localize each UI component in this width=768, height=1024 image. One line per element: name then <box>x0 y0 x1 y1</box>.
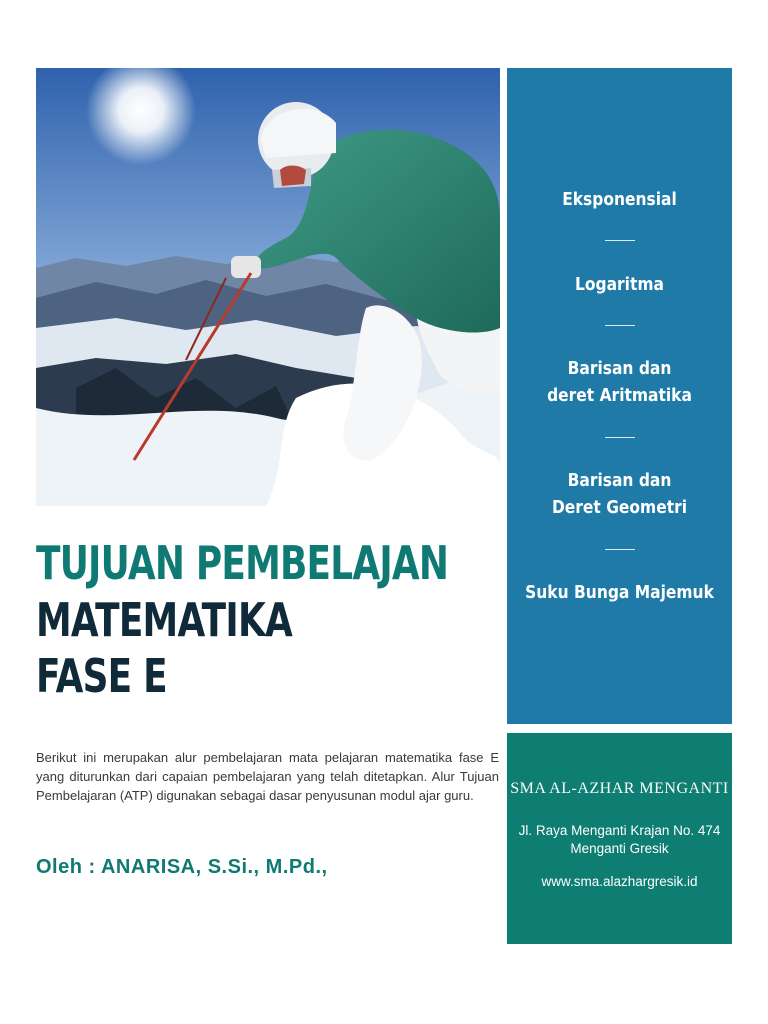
title-line-3: FASE E <box>36 649 167 703</box>
topic-separator <box>605 437 635 438</box>
cover-photo-skier <box>36 68 500 506</box>
title-line-1: TUJUAN PEMBELAJAN <box>36 536 449 590</box>
topic-separator <box>605 240 635 241</box>
topic-separator <box>605 325 635 326</box>
skier-illustration <box>36 68 500 506</box>
topic-eksponensial: Eksponensial <box>562 189 677 210</box>
topics-sidebar <box>507 68 732 724</box>
school-address: Jl. Raya Menganti Krajan No. 474 Menganti Gresik <box>518 823 721 856</box>
title-line-2: MATEMATIKA <box>36 593 292 647</box>
author-line: Oleh : ANARISA, S.Si., M.Pd., <box>36 856 328 878</box>
description-paragraph: Berikut ini merupakan alur pembelajaran mata pelajaran matematika fase E yang diturunkan dari capaian pembelajaran yang telah ditetapkan. Alur Tujuan Pembelajaran (ATP) digunakan sebagai dasar penyusunan modul ajar guru. <box>36 750 499 803</box>
topic-barisan-deret-aritmatika: Barisan dan deret Aritmatika <box>547 358 692 406</box>
topic-logaritma: Logaritma <box>575 274 664 295</box>
topic-separator <box>605 549 635 550</box>
school-name: SMA AL-AZHAR MENGANTI <box>510 780 729 797</box>
topic-barisan-deret-geometri: Barisan dan Deret Geometri <box>551 470 688 518</box>
document-title <box>36 534 506 704</box>
school-info-box <box>507 733 732 944</box>
topic-suku-bunga-majemuk: Suku Bunga Majemuk <box>525 582 714 603</box>
school-website: www.sma.alazhargresik.id <box>541 874 698 889</box>
